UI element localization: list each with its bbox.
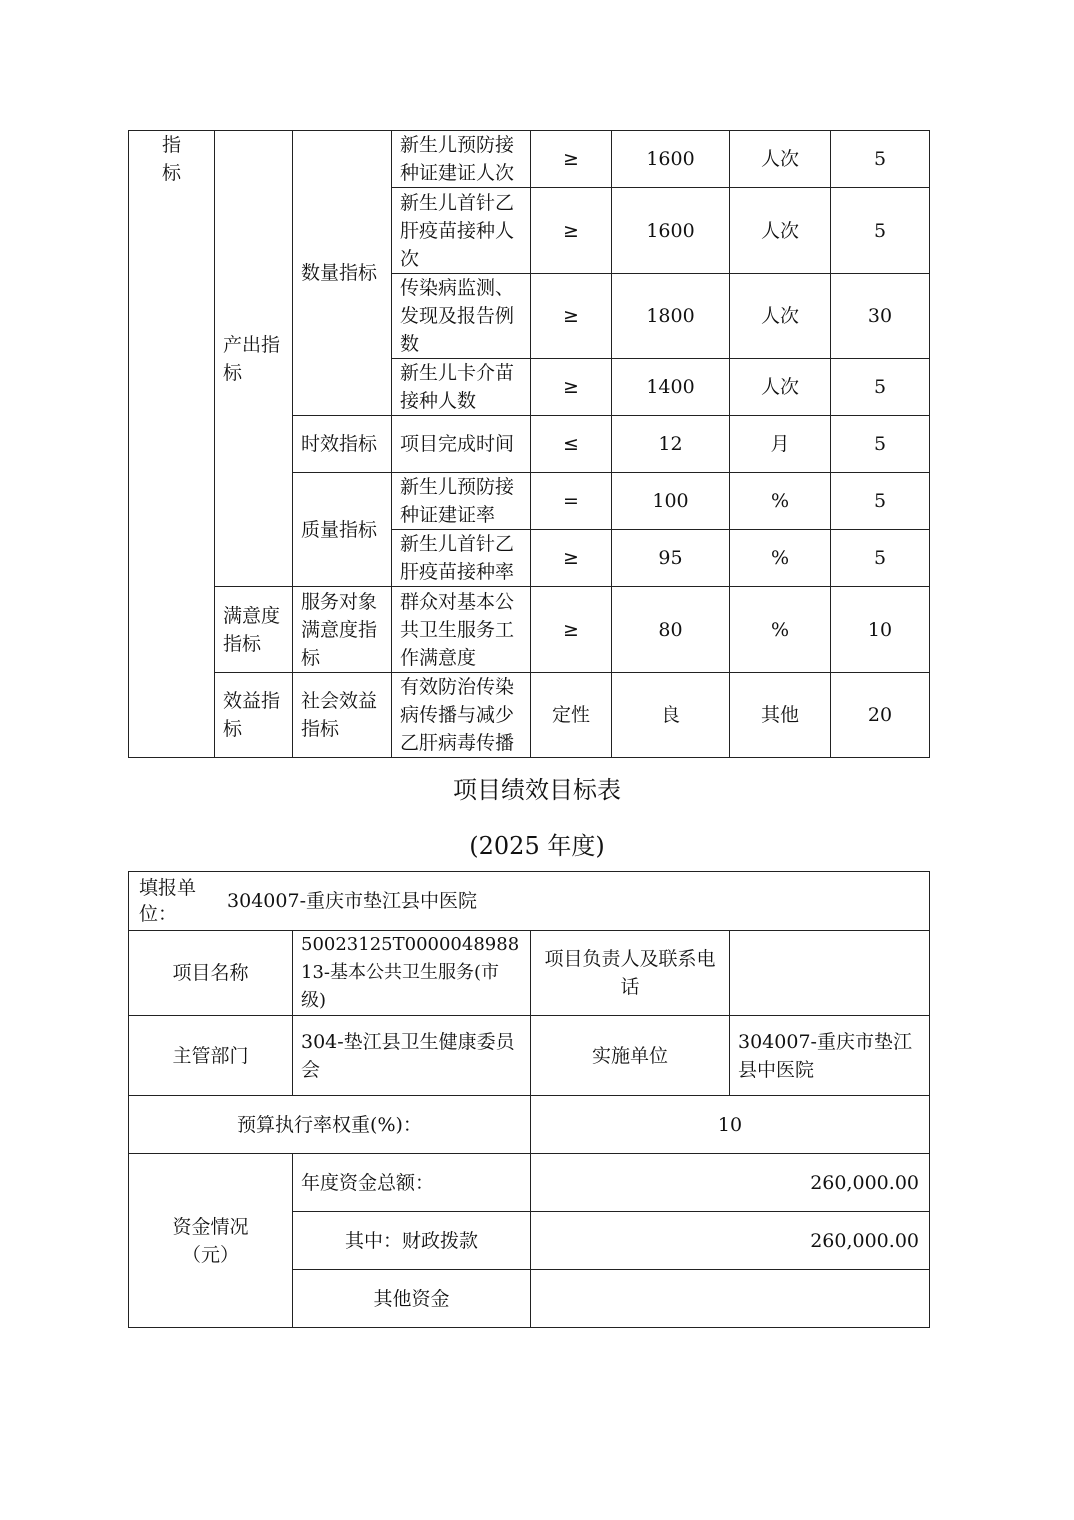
indicator-op: ≥ [531,274,612,359]
indicator-op: ≥ [531,131,612,188]
indicator-name: 群众对基本公共卫生服务工作满意度 [392,587,531,673]
indicator-name: 有效防治传染病传播与减少乙肝病毒传播 [392,673,531,758]
indicator-name: 新生儿首针乙肝疫苗接种率 [392,530,531,587]
social-label: 社会效益指标 [301,690,378,740]
annual-total-label: 年度资金总额： [293,1154,531,1212]
quantity-cell [293,131,392,416]
indicator-name: 项目完成时间 [392,416,531,473]
quantity-label: 数量指标 [301,262,378,284]
indicator-weight: 5 [831,530,930,587]
indicator-weight: 5 [831,188,930,274]
satisfaction-cell [215,587,293,673]
output-cell [215,131,293,587]
project-info-table [128,871,930,1328]
indicator-value: 1600 [612,188,730,274]
indicator-unit: 人次 [730,359,831,416]
funds-cell [129,1154,293,1328]
indicator-unit: 人次 [730,131,831,188]
indicator-weight: 10 [831,587,930,673]
responsible-label: 项目负责人及联系电话 [531,931,730,1016]
indicator-weight: 5 [831,473,930,530]
indicator-unit: 人次 [730,274,831,359]
social-cell [293,673,392,758]
form-subtitle: (2025 年度) [469,832,605,860]
indicator-value: 95 [612,530,730,587]
timeliness-cell [293,416,392,473]
indicator-value: 100 [612,473,730,530]
indicator-op: ≥ [531,530,612,587]
fiscal-value: 260,000.00 [531,1212,930,1270]
benefit-cell [215,673,293,758]
indicator-value: 80 [612,587,730,673]
indicator-name: 新生儿预防接种证建证人次 [392,131,531,188]
indicator-op: ≥ [531,359,612,416]
indicator-op: ≤ [531,416,612,473]
budget-weight-value: 10 [531,1096,930,1154]
indicator-unit: % [730,530,831,587]
fiscal-label: 其中：财政拨款 [293,1212,531,1270]
indicator-value: 良 [612,673,730,758]
project-name-value: 50023125T000004898813-基本公共卫生服务(市级) [293,931,531,1016]
project-name-label: 项目名称 [129,931,293,1016]
indicator-weight: 5 [831,359,930,416]
indicator-op: = [531,473,612,530]
output-label: 产出指标 [223,333,281,384]
level1-label: 指标 [161,134,181,184]
dept-value: 304-垫江县卫生健康委员会 [293,1016,531,1096]
form-title: 项目绩效目标表 [453,776,621,804]
indicator-name: 新生儿预防接种证建证率 [392,473,531,530]
indicator-value: 12 [612,416,730,473]
other-funds-label: 其他资金 [293,1270,531,1328]
dept-label: 主管部门 [129,1016,293,1096]
indicator-op: ≥ [531,587,612,673]
unit-row [129,872,930,931]
indicator-weight: 20 [831,673,930,758]
indicator-value: 1600 [612,131,730,188]
unit-label: 填报单位： [139,877,197,925]
impl-label: 实施单位 [531,1016,730,1096]
indicator-op: 定性 [531,673,612,758]
satisfaction-label: 满意度指标 [223,604,281,655]
indicator-unit: 人次 [730,188,831,274]
other-funds-value [531,1270,930,1328]
level1-cell [129,131,215,758]
funds-label: 资金情况（元） [172,1215,249,1266]
indicator-table [128,130,930,758]
indicator-unit: 其他 [730,673,831,758]
indicator-value: 1400 [612,359,730,416]
indicator-name: 新生儿首针乙肝疫苗接种人次 [392,188,531,274]
indicator-value: 1800 [612,274,730,359]
benefit-label: 效益指标 [223,690,281,740]
responsible-value [730,931,930,1016]
quality-cell [293,473,392,587]
indicator-weight: 5 [831,131,930,188]
indicator-weight: 30 [831,274,930,359]
unit-value: 304007-重庆市垫江县中医院 [227,890,477,912]
indicator-name: 新生儿卡介苗接种人数 [392,359,531,416]
service-label: 服务对象满意度指标 [301,590,378,669]
indicator-unit: 月 [730,416,831,473]
indicator-name: 传染病监测、发现及报告例数 [392,274,531,359]
indicator-unit: % [730,587,831,673]
quality-label: 质量指标 [301,518,378,541]
indicator-weight: 5 [831,416,930,473]
budget-weight-label: 预算执行率权重(%)： [129,1096,531,1154]
indicator-op: ≥ [531,188,612,274]
timeliness-label: 时效指标 [301,433,378,455]
service-cell [293,587,392,673]
annual-total-value: 260,000.00 [531,1154,930,1212]
impl-value: 304007-重庆市垫江县中医院 [730,1016,930,1096]
indicator-unit: % [730,473,831,530]
